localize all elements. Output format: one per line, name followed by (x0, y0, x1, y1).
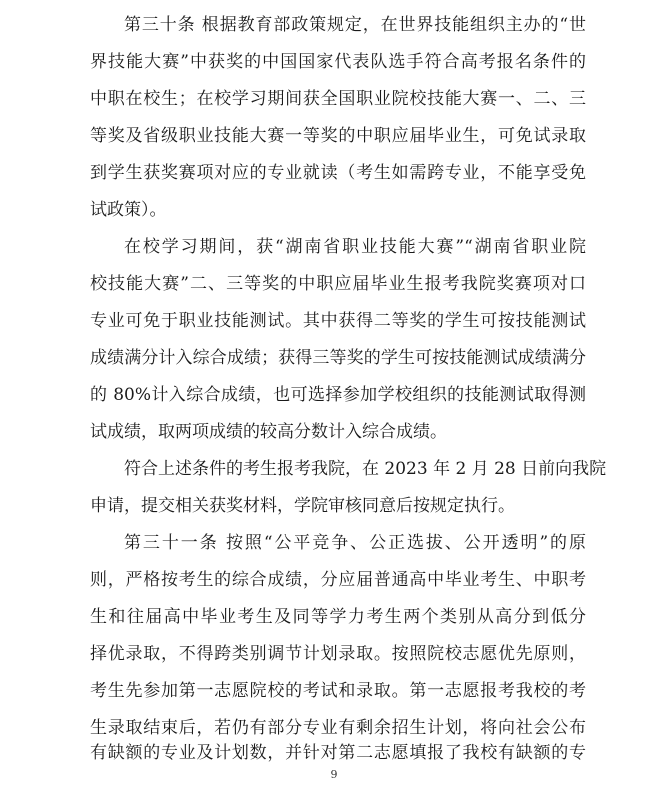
article-31-line-2: 则，严格按考生的综合成绩，分应届普通高中毕业考生、中职考 (90, 570, 586, 590)
provincial-award-line-5: 的 80%计入综合成绩，也可选择参加学校组织的技能测试取得测 (90, 385, 586, 405)
application-line-1: 符合上述条件的考生报考我院，在 2023 年 2 月 28 日前向我院 (124, 459, 607, 479)
article-30-line-5: 到学生获奖赛项对应的专业就读（考生如需跨专业，不能享受免 (90, 163, 586, 183)
article-31-line-5: 考生先参加第一志愿院校的考试和录取。第一志愿报考我校的考 (90, 681, 586, 701)
provincial-award-line-2: 校技能大赛”二、三等奖的中职应届毕业生报考我院奖赛项对口 (90, 274, 586, 294)
provincial-award-line-6: 试成绩，取两项成绩的较高分数计入综合成绩。 (90, 422, 447, 442)
provincial-award-line-3: 专业可免于职业技能测试。其中获得二等奖的学生可按技能测试 (90, 311, 586, 331)
article-30-line-1: 第三十条 根据教育部政策规定，在世界技能组织主办的“世 (124, 15, 586, 35)
article-31-line-3: 生和往届高中毕业考生及同等学力考生两个类别从高分到低分 (90, 607, 586, 627)
article-30-line-4: 等奖及省级职业技能大赛一等奖的中职应届毕业生，可免试录取 (90, 126, 586, 146)
article-30-line-6: 试政策）。 (90, 200, 167, 220)
article-31-line-1: 第三十一条 按照“公平竞争、公正选拔、公开透明”的原 (124, 533, 586, 553)
article-31-line-4: 择优录取，不得跨类别调节计划录取。按照院校志愿优先原则， (90, 644, 586, 664)
application-line-2: 申请，提交相关获奖材料，学院审核同意后按规定执行。 (90, 496, 515, 516)
page-number: 9 (330, 768, 338, 781)
article-31-line-6: 生录取结束后，若仍有部分专业有剩余招生计划，将向社会公布 (90, 718, 586, 738)
article-30-line-3: 中职在校生；在校学习期间获全国职业院校技能大赛一、二、三 (90, 89, 586, 109)
provincial-award-line-4: 成绩满分计入综合成绩；获得三等奖的学生可按技能测试成绩满分 (90, 348, 586, 368)
article-30-line-2: 界技能大赛”中获奖的中国国家代表队选手符合高考报名条件的 (90, 52, 586, 72)
provincial-award-line-1: 在校学习期间，获“湖南省职业技能大赛”“湖南省职业院 (124, 237, 586, 257)
article-31-line-7: 有缺额的专业及计划数，并针对第二志愿填报了我校有缺额的专 (90, 743, 586, 763)
